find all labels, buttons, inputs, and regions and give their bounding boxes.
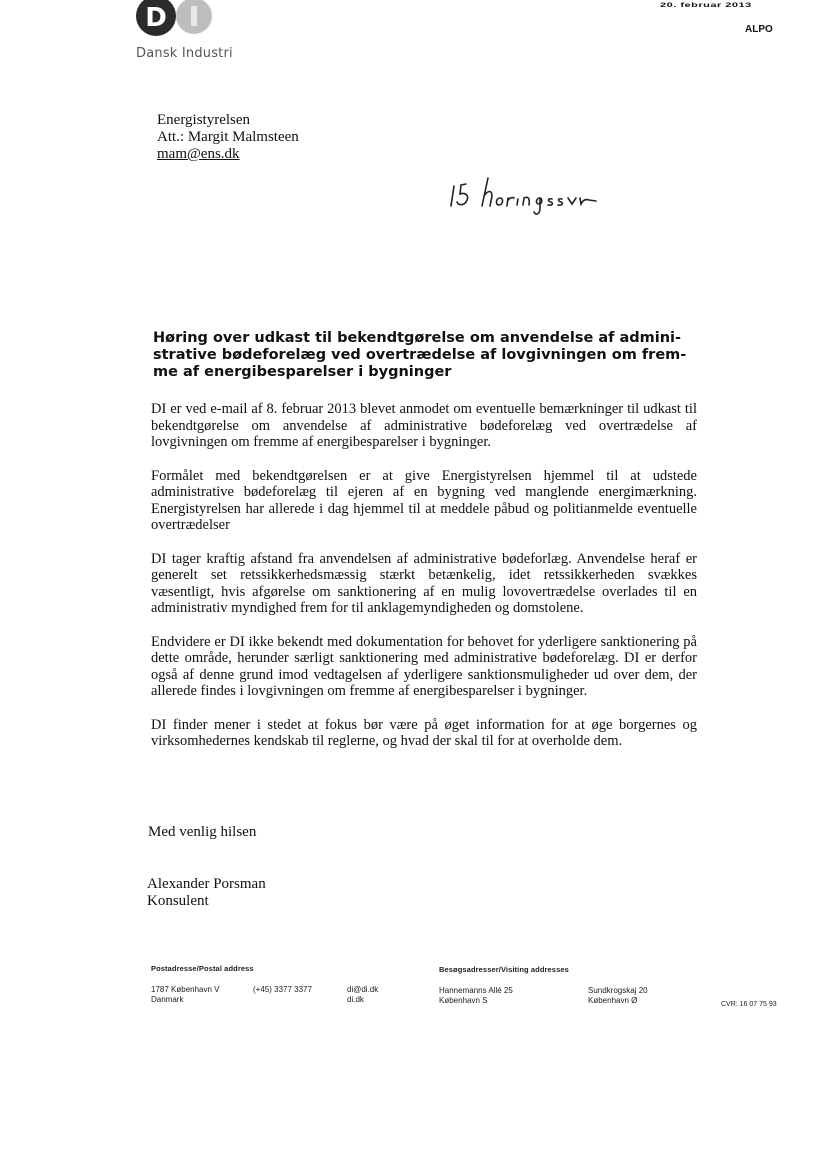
body-paragraph: DI tager kraftig afstand fra anvendelsen af administrative bødeforlæg. Anvendelse heraf er generelt set retssikkerhedsmæssig stærkt betænkelig, idet retssikkerheden svækkes væsentligt, hvis afgørelse om sanktionering af en mulig lovovertrædelse overlades til en administrativ myndighed frem for til anklagemyndigheden og domstolene.	[151, 550, 697, 616]
letter-subject	[153, 330, 698, 381]
contact-email[interactable]: di@di.dk	[347, 985, 379, 994]
signer-block	[147, 876, 266, 910]
contact-web[interactable]: di.dk	[347, 995, 364, 1004]
visiting-line: Sundkrogskaj 20	[588, 986, 648, 995]
visiting-address-heading: Besøgsadresser/Visiting addresses	[439, 965, 569, 974]
subject-line: Høring over udkast til bekendtgørelse om anvendelse af admini-	[153, 330, 682, 346]
signer-title: Konsulent	[147, 893, 209, 909]
svg-text:D: D	[145, 3, 167, 33]
visiting-line: København S	[439, 996, 488, 1005]
recipient-attention: Att.: Margit Malmsteen	[157, 129, 299, 145]
body-paragraph: DI er ved e-mail af 8. februar 2013 blevet anmodet om eventuelle bemærkninger til udkast til bekendtgørelse om anvendelse af administrative bødeforelæg ved overtrædelse af lovgivningen om fremme af energibesparelser i bygninger.	[151, 401, 697, 450]
document-reference: ALPO	[745, 24, 773, 35]
postal-address-heading: Postadresse/Postal address	[151, 964, 254, 973]
phone-number: (+45) 3377 3377	[253, 985, 312, 994]
handwritten-note	[448, 172, 608, 222]
visiting-line: København Ø	[588, 996, 638, 1005]
contact-block	[347, 985, 378, 1005]
recipient-org: Energistyrelsen	[157, 112, 251, 128]
signer-name: Alexander Porsman	[147, 876, 266, 892]
logo-text: Dansk Industri	[136, 46, 233, 61]
body-paragraph: Formålet med bekendtgørelsen er at give Energistyrelsen hjemmel til at udstede administrative bødeforelæg til ejeren af en bygning ved manglende energimærkning. Energistyrelsen har allerede i dag hjemmel til at meddele påbud og politianmelde eventuelle overtrædelser	[151, 467, 697, 533]
body-paragraph: DI finder mener i stedet at fokus bør være på øget information for at øge borgernes og virksomhedernes kendskab til reglerne, og hvad der skal til for at overholde dem.	[151, 716, 697, 749]
closing: Med venlig hilsen	[148, 824, 257, 840]
recipient-email[interactable]: mam@ens.dk	[157, 146, 240, 162]
dansk-industri-logo	[136, 0, 216, 40]
subject-line: me af energibesparelser i bygninger	[153, 364, 452, 380]
subject-line: strative bødeforelæg ved overtrædelse af lovgivningen om frem-	[153, 347, 687, 363]
letter-body	[151, 401, 697, 767]
body-paragraph: Endvidere er DI ikke bekendt med dokumentation for behovet for yderligere sanktionering på dette område, herunder særligt sanktionering med administrative bødeforelæg. DI er derfor også af denne grund imod vedtagelsen af yderligere sanktionsmuligheder ud over dem, der allerede findes i lovgivningen om fremme af energibesparelser i bygninger.	[151, 633, 697, 699]
document-date: 20. februar 2013	[660, 2, 752, 9]
postal-line: Danmark	[151, 995, 184, 1004]
visiting-address-1	[439, 986, 513, 1006]
visiting-line: Hannemanns Allé 25	[439, 986, 513, 995]
postal-line: 1787 København V	[151, 985, 220, 994]
postal-address	[151, 985, 220, 1005]
recipient-block	[157, 112, 299, 163]
cvr-number: CVR: 16 07 75 93	[721, 1001, 777, 1008]
visiting-address-2	[588, 986, 648, 1006]
